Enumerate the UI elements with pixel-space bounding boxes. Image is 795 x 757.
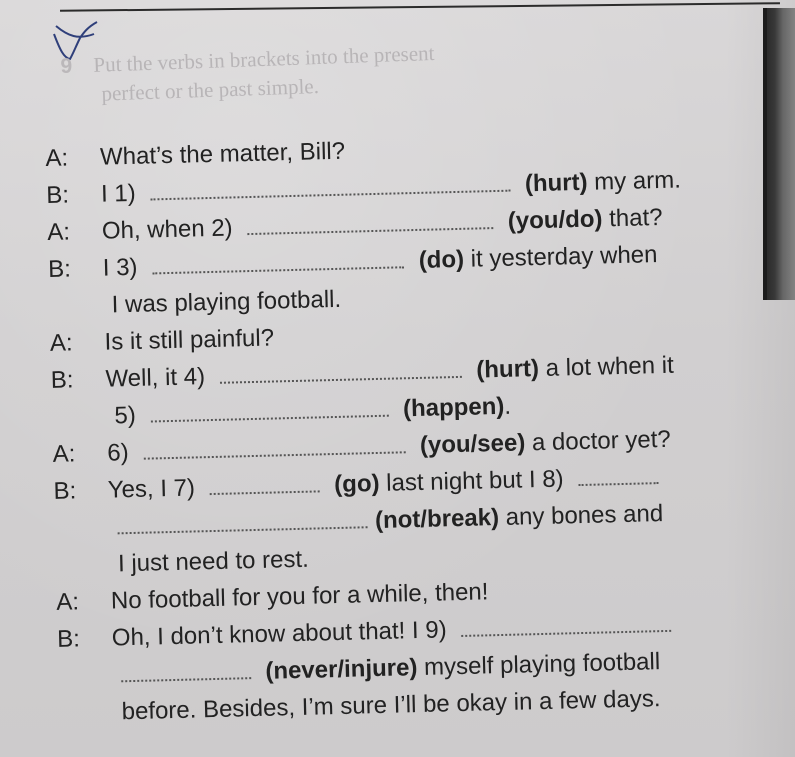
answer-blank-4[interactable]	[219, 358, 461, 384]
verb-prompt: (do)	[418, 245, 465, 274]
dialogue-text: Is it still painful?	[104, 324, 275, 356]
speaker-label: B:	[53, 477, 77, 505]
dialogue-text: my arm.	[593, 166, 682, 196]
speaker-label: B:	[46, 181, 70, 209]
verb-prompt: (you/see)	[419, 429, 526, 459]
speaker-label: B:	[47, 255, 72, 283]
dialogue-text: No football for you for a while, then!	[110, 578, 489, 615]
top-rule	[60, 2, 780, 12]
dialogue-text: 6)	[107, 439, 130, 467]
dialogue-text: Oh, when 2)	[101, 214, 233, 245]
dialogue-text: Well, it 4)	[105, 363, 206, 393]
dialogue-text: before. Besides, I’m sure I’ll be okay in a few days.	[121, 685, 661, 726]
speaker-label: A:	[55, 588, 80, 616]
dialogue-text: it yesterday when	[470, 241, 658, 273]
dialogue-text: a lot when it	[545, 351, 675, 382]
dialogue-text: I 1)	[100, 179, 137, 208]
answer-blank-2[interactable]	[247, 209, 493, 235]
speaker-label: A:	[46, 218, 71, 246]
answer-blank-3[interactable]	[152, 248, 404, 274]
answer-blank-1[interactable]	[150, 172, 510, 201]
dialogue-text: that?	[608, 203, 663, 233]
answer-blank-8b[interactable]	[117, 508, 367, 534]
verb-prompt: (never/injure)	[265, 654, 418, 685]
dialogue-text: a doctor yet?	[531, 425, 671, 457]
instruction-line-2: perfect or the past simple.	[101, 73, 320, 106]
dialogue-text: Oh, I don’t know about that! I 9)	[111, 616, 447, 652]
dialogue-text: Yes, I 7)	[107, 474, 196, 504]
answer-blank-5[interactable]	[150, 397, 388, 423]
verb-prompt: (happen)	[402, 392, 505, 423]
instruction-line-1: Put the verbs in brackets into the present	[92, 40, 435, 77]
speaker-label: B:	[56, 625, 81, 653]
verb-prompt: (not/break)	[374, 504, 500, 535]
dialogue-text: myself playing football	[423, 648, 661, 681]
verb-prompt: (hurt)	[476, 355, 540, 384]
dialogue-text: I 3)	[102, 253, 138, 282]
exercise-number: 9	[60, 54, 73, 78]
page-shadow	[725, 0, 795, 757]
speaker-label: A:	[52, 440, 76, 468]
dialogue-text: last night but I 8)	[385, 465, 564, 497]
speaker-label: B:	[50, 366, 74, 394]
dialogue-text: I was playing football.	[111, 285, 342, 319]
verb-prompt: (go)	[333, 469, 380, 499]
dialogue-text: I just need to rest.	[117, 545, 310, 578]
exercise-title	[60, 39, 436, 109]
speaker-label: A:	[49, 329, 73, 357]
verb-prompt: (hurt)	[524, 168, 588, 198]
answer-blank-9b[interactable]	[120, 659, 250, 682]
answer-blank-9a[interactable]	[461, 612, 671, 637]
dialogue-text: .	[504, 392, 512, 420]
answer-blank-7[interactable]	[209, 472, 319, 495]
dialogue-text: 5)	[114, 401, 137, 430]
verb-prompt: (you/do)	[507, 205, 603, 235]
dialogue-text: any bones and	[505, 500, 664, 531]
answer-blank-8a[interactable]	[578, 464, 658, 486]
dialogue-text: What’s the matter, Bill?	[99, 137, 346, 171]
answer-blank-6[interactable]	[143, 433, 405, 459]
dialogue-exercise	[45, 123, 774, 732]
speaker-label: A:	[45, 144, 69, 172]
